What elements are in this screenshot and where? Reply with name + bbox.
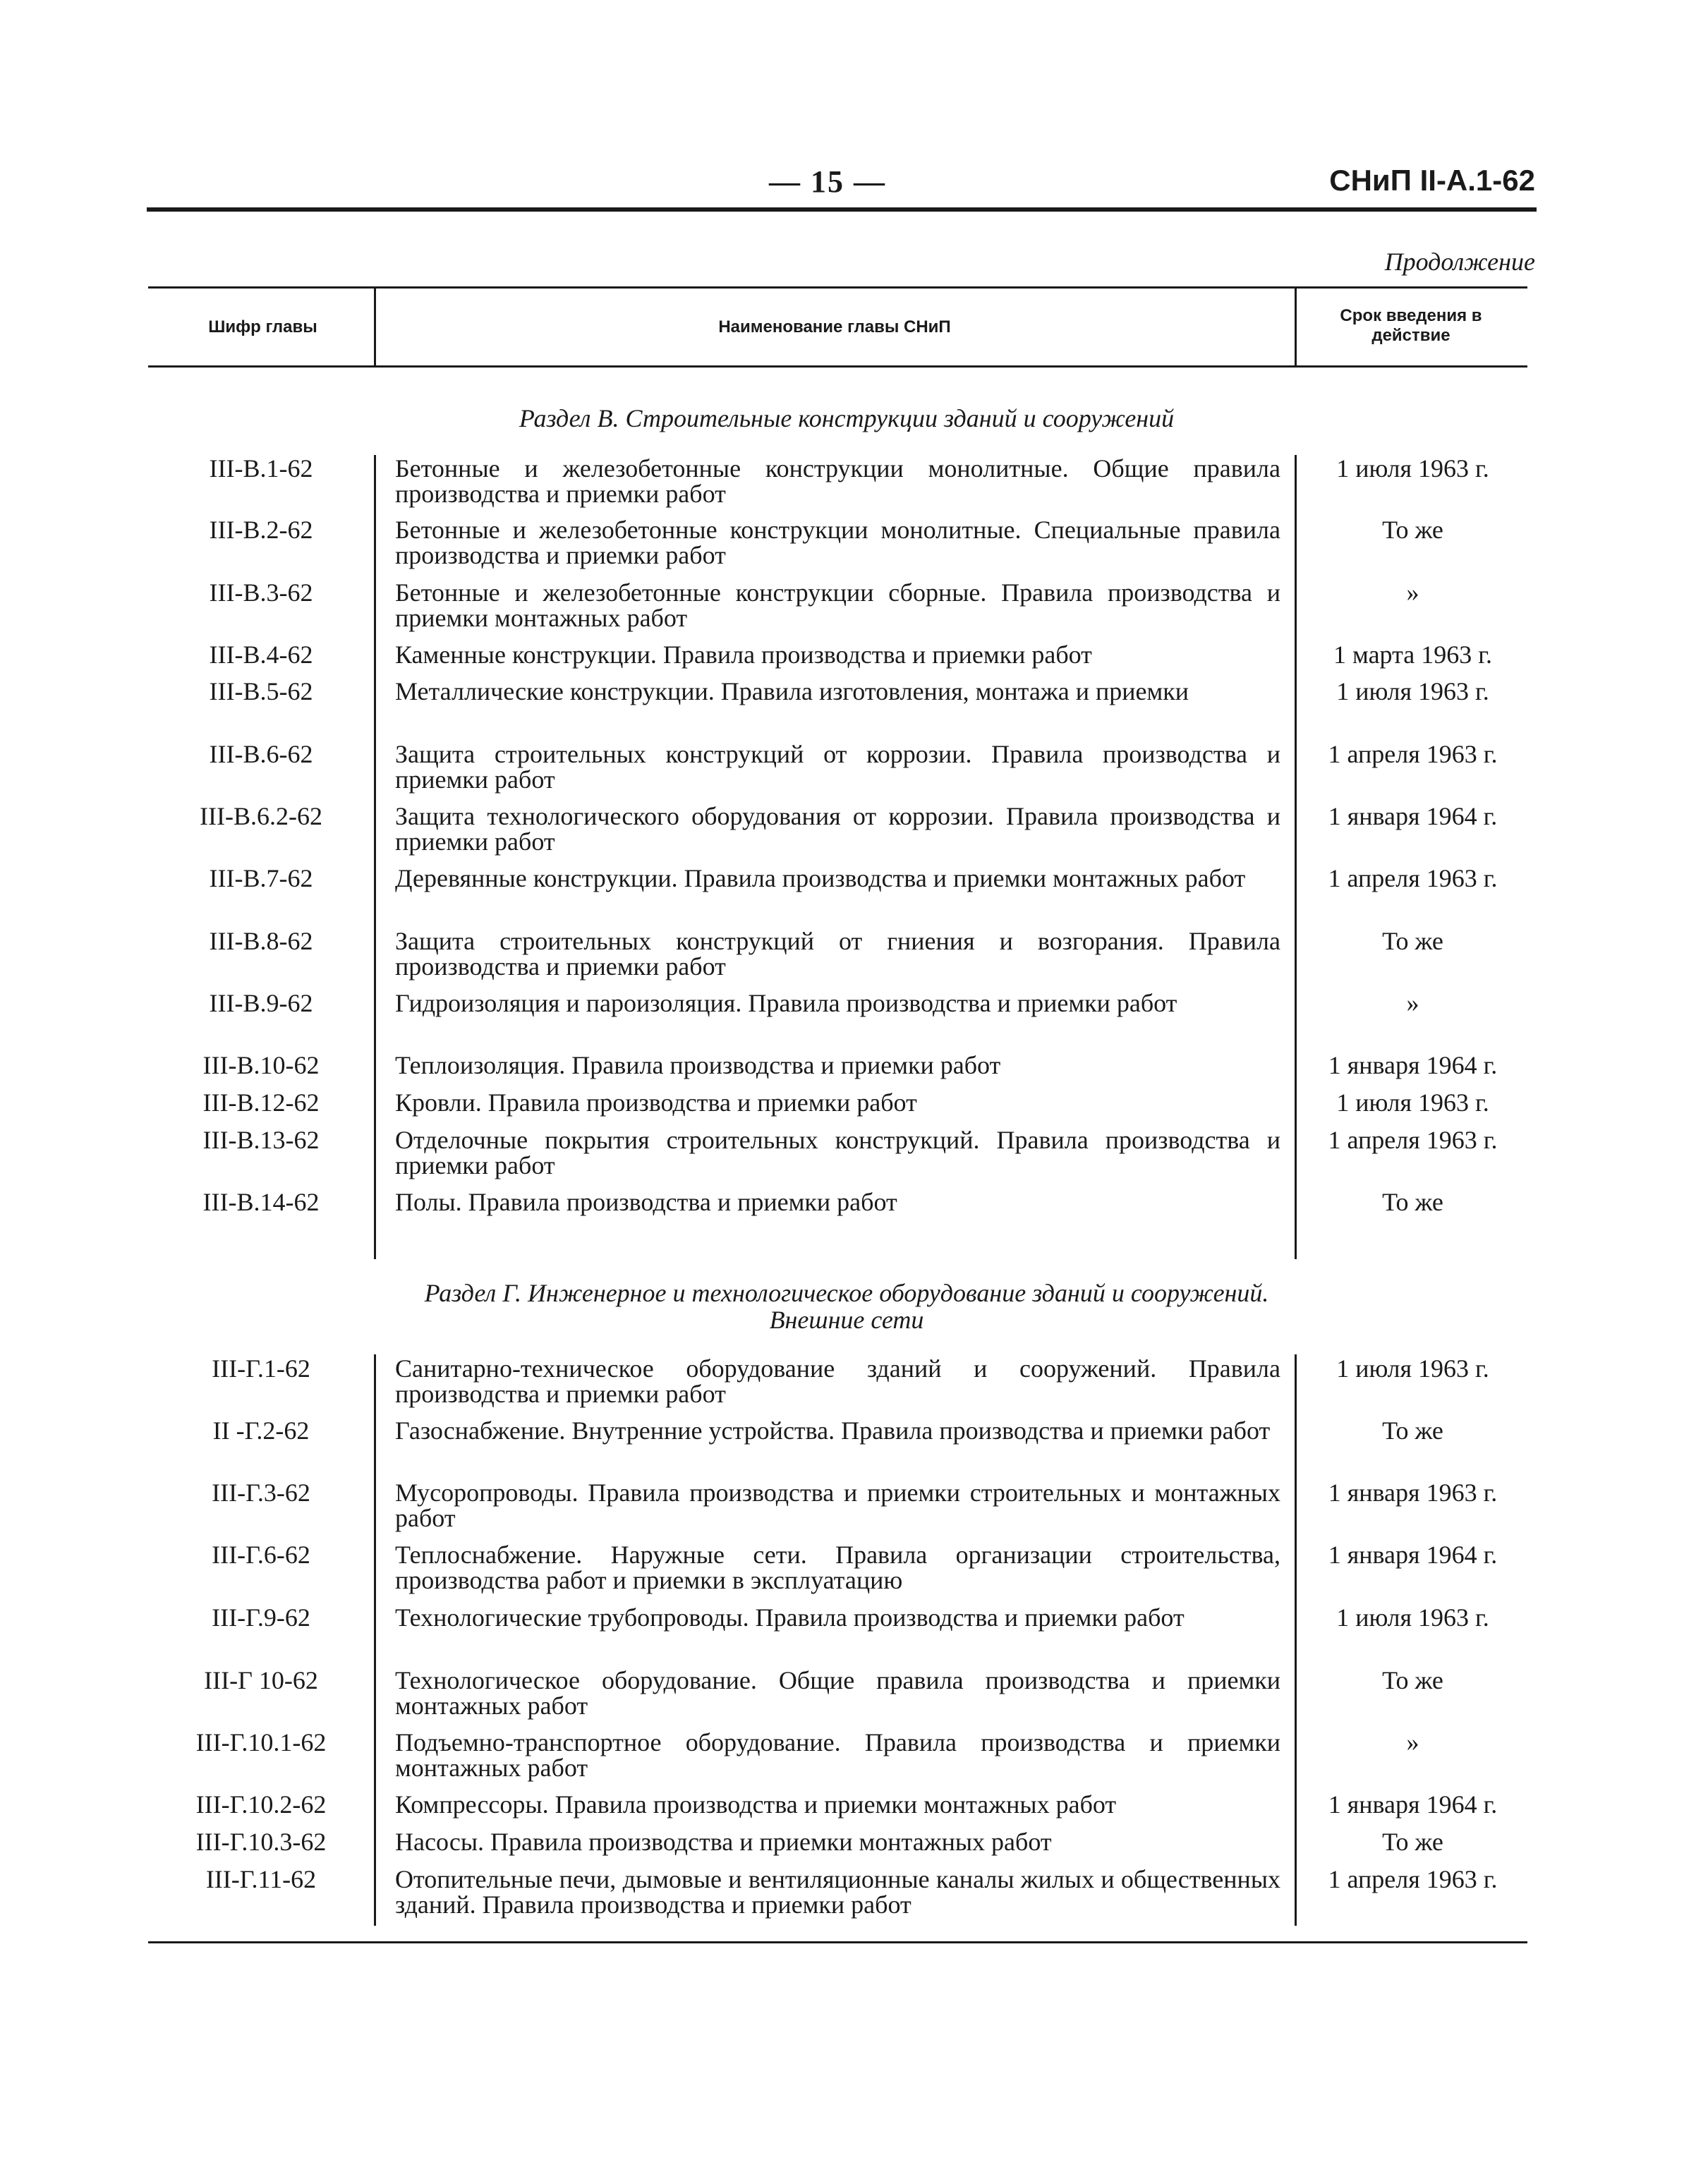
row-code: III-Г 10-62	[204, 1666, 318, 1694]
row-code: III-Г.10.3-62	[195, 1828, 327, 1856]
row-name: Отделочные покрытия строительных конструкций. Правила производства и приемки работ	[395, 1126, 1280, 1179]
row-name: Теплоизоляция. Правила производства и приемки работ	[395, 1051, 1001, 1079]
column-header-name: Наименование главы СНиП	[718, 317, 951, 336]
row-name: Полы. Правила производства и приемки работ	[395, 1188, 897, 1216]
table-header-divider	[1295, 289, 1297, 365]
row-name: Бетонные и железобетонные конструкции монолитные. Общие правила производства и приемки работ	[395, 454, 1280, 508]
row-code: III-В.13-62	[202, 1126, 320, 1154]
row-code: II -Г.2-62	[212, 1416, 310, 1445]
row-date: 1 июля 1963 г.	[1336, 677, 1489, 705]
row-code: III-Г.9-62	[212, 1603, 310, 1632]
row-date: 1 апреля 1963 г.	[1328, 1865, 1498, 1893]
row-date: 1 января 1964 г.	[1328, 1541, 1498, 1569]
row-date: 1 января 1964 г.	[1328, 1790, 1498, 1819]
row-code: III-Г.1-62	[212, 1354, 310, 1383]
row-name: Деревянные конструкции. Правила производства и приемки монтажных работ	[395, 864, 1246, 892]
row-date: 1 июля 1963 г.	[1336, 1603, 1489, 1632]
row-name: Гидроизоляция и пароизоляция. Правила производства и приемки работ	[395, 989, 1177, 1017]
row-date: 1 января 1964 г.	[1328, 1051, 1498, 1079]
section-g-title: Раздел Г. Инженерное и технологическое оборудование зданий и сооружений.	[424, 1279, 1269, 1307]
row-date: То же	[1382, 1666, 1443, 1694]
row-date: »	[1406, 989, 1419, 1017]
row-name: Санитарно-техническое оборудование зданий и сооружений. Правила производства и приемки работ	[395, 1354, 1280, 1408]
header-rule	[147, 207, 1537, 212]
table-bottom-border	[148, 1941, 1527, 1943]
row-name: Защита строительных конструкций от коррозии. Правила производства и приемки работ	[395, 740, 1280, 794]
row-code: III-В.10-62	[202, 1051, 320, 1079]
row-code: III-В.8-62	[209, 927, 313, 955]
table-top-border	[148, 286, 1527, 289]
row-name: Бетонные и железобетонные конструкции монолитные. Специальные правила производства и приемки работ	[395, 516, 1280, 569]
row-date: »	[1406, 578, 1419, 607]
row-code: III-В.1-62	[209, 454, 313, 482]
row-date: 1 января 1963 г.	[1328, 1479, 1498, 1507]
row-code: III-В.5-62	[209, 677, 313, 705]
row-name: Отопительные печи, дымовые и вентиляционные каналы жилых и общественных зданий. Правила производства и приемки работ	[395, 1865, 1280, 1919]
row-date: То же	[1382, 1416, 1443, 1445]
row-date: 1 июля 1963 г.	[1336, 1354, 1489, 1383]
row-date: 1 апреля 1963 г.	[1328, 1126, 1498, 1154]
row-name: Технологические трубопроводы. Правила производства и приемки работ	[395, 1603, 1185, 1632]
row-date: 1 июля 1963 г.	[1336, 454, 1489, 482]
row-name: Подъемно-транспортное оборудование. Правила производства и приемки монтажных работ	[395, 1728, 1280, 1782]
row-date: То же	[1382, 1188, 1443, 1216]
row-date: 1 апреля 1963 г.	[1328, 740, 1498, 768]
table-header-border	[148, 365, 1527, 368]
row-name: Защита технологического оборудования от коррозии. Правила производства и приемки работ	[395, 802, 1280, 856]
section-v-title: Раздел В. Строительные конструкции зданий и сооружений	[519, 404, 1175, 432]
row-name: Каменные конструкции. Правила производства и приемки работ	[395, 641, 1092, 669]
row-code: III-В.6.2-62	[200, 802, 322, 830]
row-code: III-В.9-62	[209, 989, 313, 1017]
row-name: Кровли. Правила производства и приемки работ	[395, 1088, 917, 1117]
column-divider	[374, 1354, 376, 1926]
row-code: III-Г.6-62	[212, 1541, 310, 1569]
row-date: 1 марта 1963 г.	[1333, 641, 1492, 669]
row-name: Металлические конструкции. Правила изготовления, монтажа и приемки	[395, 677, 1189, 705]
row-code: III-В.12-62	[202, 1088, 320, 1117]
row-code: III-В.2-62	[209, 516, 313, 544]
row-name: Бетонные и железобетонные конструкции сборные. Правила производства и приемки монтажных работ	[395, 578, 1280, 632]
column-header-date: Срок введения в действие	[1340, 306, 1482, 345]
row-code: III-Г.10.2-62	[195, 1790, 327, 1819]
continuation-label: Продолжение	[1384, 248, 1535, 276]
column-header-code: Шифр главы	[208, 317, 317, 336]
row-date: 1 января 1964 г.	[1328, 802, 1498, 830]
row-name: Насосы. Правила производства и приемки монтажных работ	[395, 1828, 1052, 1856]
row-name: Компрессоры. Правила производства и приемки монтажных работ	[395, 1790, 1117, 1819]
row-date: 1 июля 1963 г.	[1336, 1088, 1489, 1117]
row-code: III-В.7-62	[209, 864, 313, 892]
row-date: То же	[1382, 927, 1443, 955]
column-divider	[374, 455, 376, 1259]
row-code: III-В.6-62	[209, 740, 313, 768]
row-date: 1 апреля 1963 г.	[1328, 864, 1498, 892]
row-code: III-В.14-62	[202, 1188, 320, 1216]
row-date: То же	[1382, 516, 1443, 544]
row-name: Газоснабжение. Внутренние устройства. Правила производства и приемки работ	[395, 1416, 1271, 1445]
row-name: Мусоропроводы. Правила производства и приемки строительных и монтажных работ	[395, 1479, 1280, 1532]
section-g-subtitle: Внешние сети	[769, 1306, 924, 1334]
row-name: Технологическое оборудование. Общие правила производства и приемки монтажных работ	[395, 1666, 1280, 1720]
row-name: Защита строительных конструкций от гниения и возгорания. Правила производства и приемки работ	[395, 927, 1280, 981]
row-code: III-Г.11-62	[205, 1865, 317, 1893]
row-code: III-Г.10.1-62	[195, 1728, 327, 1756]
document-code: СНиП II-А.1-62	[1329, 164, 1535, 197]
row-code: III-В.4-62	[209, 641, 313, 669]
row-date: То же	[1382, 1828, 1443, 1856]
row-name: Теплоснабжение. Наружные сети. Правила организации строительства, производства работ и приемки в эксплуатацию	[395, 1541, 1280, 1594]
page-number: — 15 —	[769, 164, 886, 199]
row-date: »	[1406, 1728, 1419, 1756]
row-code: III-Г.3-62	[212, 1479, 310, 1507]
row-code: III-В.3-62	[209, 578, 313, 607]
